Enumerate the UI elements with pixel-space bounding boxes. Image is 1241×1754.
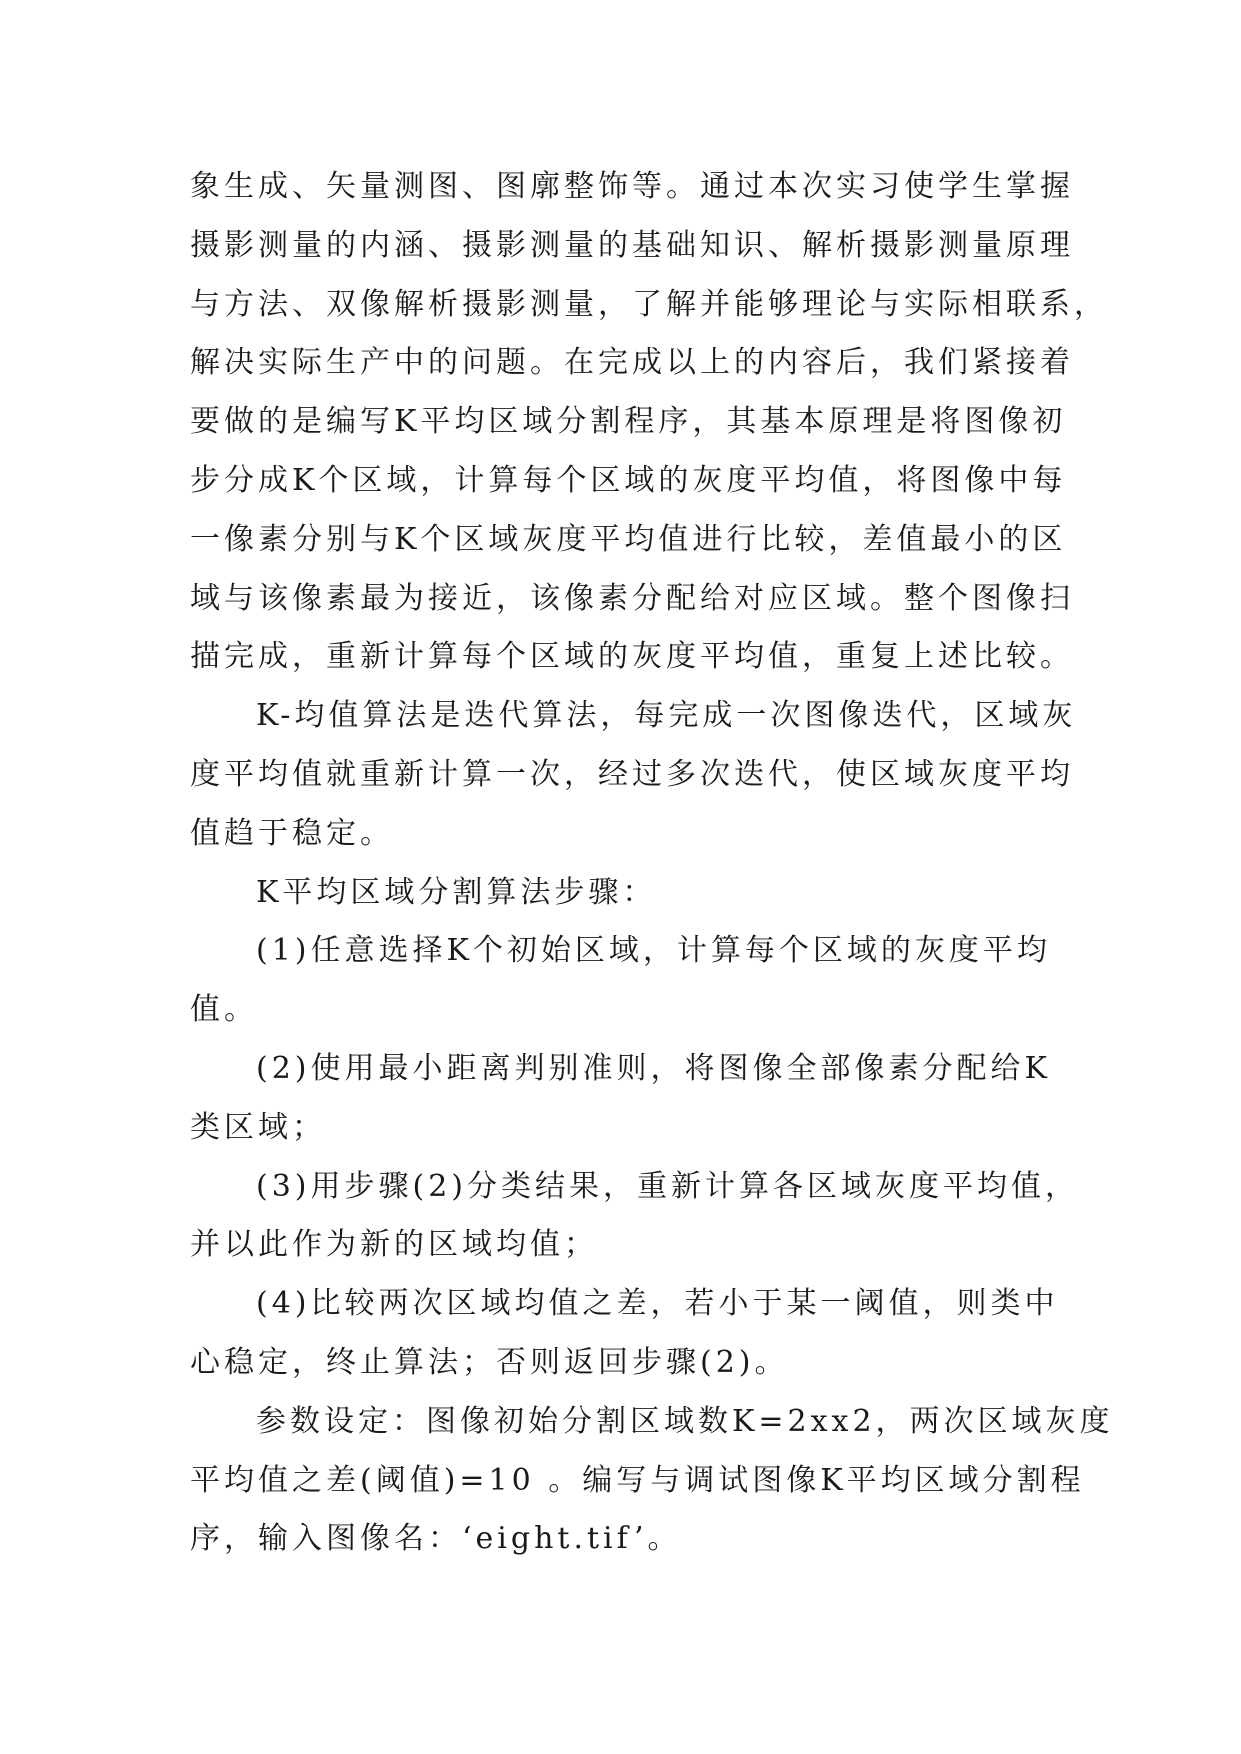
text-line: 象生成、矢量测图、图廓整饰等。通过本次实习使学生掌握 (190, 169, 1074, 204)
text-line: 描完成，重新计算每个区域的灰度平均值，重复上述比较。 (190, 639, 1074, 675)
text-line: 域与该像素最为接近，该像素分配给对应区域。整个图像扫 (190, 580, 1074, 616)
text-line: 值。 (190, 992, 258, 1028)
text-line: 摄影测量的内涵、摄影测量的基础知识、解析摄影测量原理 (190, 227, 1074, 263)
text-line: 一像素分别与K个区域灰度平均值进行比较，差值最小的区 (190, 521, 1067, 557)
text-line: (2)使用最小距离判别准则，将图像全部像素分配给K (256, 1050, 1051, 1086)
text-line: (3)用步骤(2)分类结果，重新计算各区域灰度平均值， (256, 1168, 1079, 1204)
text-line: K平均区域分割算法步骤： (256, 874, 657, 910)
text-line: K-均值算法是迭代算法，每完成一次图像迭代，区域灰 (256, 698, 1077, 734)
text-line: 与方法、双像解析摄影测量，了解并能够理论与实际相联系， (190, 286, 1108, 322)
text-line: 参数设定：图像初始分割区域数K=2xx2，两次区域灰度 (256, 1403, 1114, 1439)
text-line: (4)比较两次区域均值之差，若小于某一阈值，则类中 (256, 1286, 1059, 1322)
text-line: 平均值之差(阈值)=10 。编写与调试图像K平均区域分割程 (190, 1462, 1085, 1498)
text-line: 值趋于稳定。 (190, 815, 394, 851)
text-line: 要做的是编写K平均区域分割程序，其基本原理是将图像初 (190, 404, 1067, 440)
text-line: 序，输入图像名：‘eight.tif’。 (190, 1521, 682, 1557)
text-line: 解决实际生产中的问题。在完成以上的内容后，我们紧接着 (190, 345, 1074, 381)
text-line: 并以此作为新的区域均值； (190, 1227, 598, 1263)
body-text (190, 158, 1114, 1569)
text-line: (1)任意选择K个初始区域，计算每个区域的灰度平均 (256, 933, 1051, 969)
text-line: 步分成K个区域，计算每个区域的灰度平均值，将图像中每 (190, 462, 1067, 498)
text-line: 类区域； (190, 1109, 326, 1145)
text-line: 心稳定，终止算法；否则返回步骤(2)。 (190, 1344, 789, 1380)
text-line: 度平均值就重新计算一次，经过多次迭代，使区域灰度平均 (190, 756, 1074, 792)
